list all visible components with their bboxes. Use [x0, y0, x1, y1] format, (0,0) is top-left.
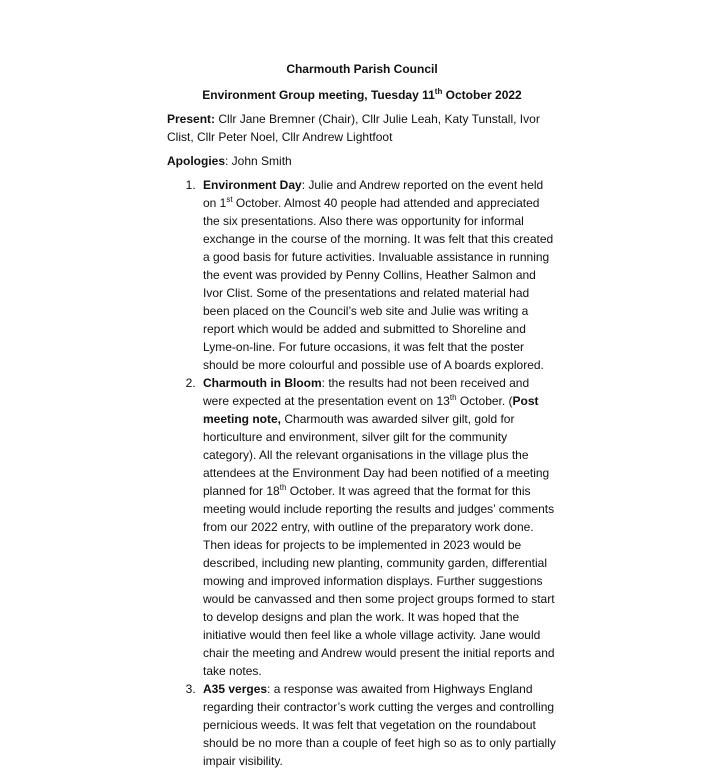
apologies-label: Apologies	[167, 154, 226, 168]
agenda-list	[167, 176, 557, 770]
item-text: October. (	[456, 394, 513, 408]
apologies-paragraph	[167, 152, 557, 170]
meeting-heading-month: October 2022	[442, 88, 522, 102]
ordinal-suffix: st	[226, 195, 233, 204]
item-text: : the results had not been received and were expected at the presentation event on 13	[203, 376, 530, 408]
ordinal-suffix: th	[279, 483, 287, 492]
item-heading: Charmouth in Bloom	[203, 376, 322, 390]
ordinal-suffix: th	[449, 393, 457, 402]
item-text: October. Almost 40 people had attended and appreciated the six presentations. Also there was opportunity for informal exchange in the course of the morning. It was felt that this created a good basis for future activities. Invaluable assistance in running the event was provided by Penny Collins, Heather Salmon and Ivor Clist. Some of the presentations and related material had been placed on the Council’s web site and Julie was writing a report which would be added and submitted to Shoreline and Lyme-on-line. For future occasions, it was felt that the poster should be more colourful and possible use of A boards explored.	[203, 196, 554, 372]
meeting-day-suffix: th	[434, 87, 443, 96]
document-title: Charmouth Parish Council	[286, 62, 438, 76]
agenda-item-environment-day	[199, 176, 557, 374]
present-paragraph	[167, 110, 557, 146]
item-text: : Julie and Andrew reported on the event held on 1	[203, 178, 544, 210]
item-heading: A35 verges	[203, 682, 268, 696]
apologies-list: : John Smith	[225, 154, 292, 168]
agenda-item-a35-verges	[199, 680, 557, 770]
post-meeting-note-label: Post meeting note,	[203, 394, 539, 426]
present-label: Present:	[167, 112, 216, 126]
item-heading: Environment Day	[203, 178, 302, 192]
meeting-heading-text: Environment Group meeting, Tuesday 11	[202, 88, 435, 102]
item-text: Charmouth was awarded silver gilt, gold for horticulture and environment, silver gilt for the community category). All the relevant organisations in the village plus the attendees at the Environment Day had been notified of a meeting planned for 18	[203, 412, 550, 498]
meeting-heading	[167, 86, 557, 104]
present-list: Cllr Jane Bremner (Chair), Cllr Julie Leah, Katy Tunstall, Ivor Clist, Cllr Peter Noel, Cllr Andrew Lightfoot	[167, 112, 540, 144]
item-text: October. It was agreed that the format for this meeting would include reporting the results and judges’ comments from our 2022 entry, with outline of the preparatory work done. Then ideas for projects to be implemented in 2023 would be described, including new planting, community garden, differential mowing and improved information displays. Further suggestions would be canvassed and then some project groups formed to start to develop designs and plan the work. It was hoped that the initiative would then feel like a whole village activity. Jane would chair the meeting and Andrew would present the initial reports and take notes.	[203, 484, 555, 678]
document-page	[167, 60, 557, 770]
item-text: : a response was awaited from Highways England regarding their contractor’s work cutting the verges and controlling pernicious weeds. It was felt that vegetation on the roundabout should be no more than a couple of feet high so as to only partially impair visibility.	[203, 682, 556, 768]
agenda-item-charmouth-in-bloom	[199, 374, 557, 680]
